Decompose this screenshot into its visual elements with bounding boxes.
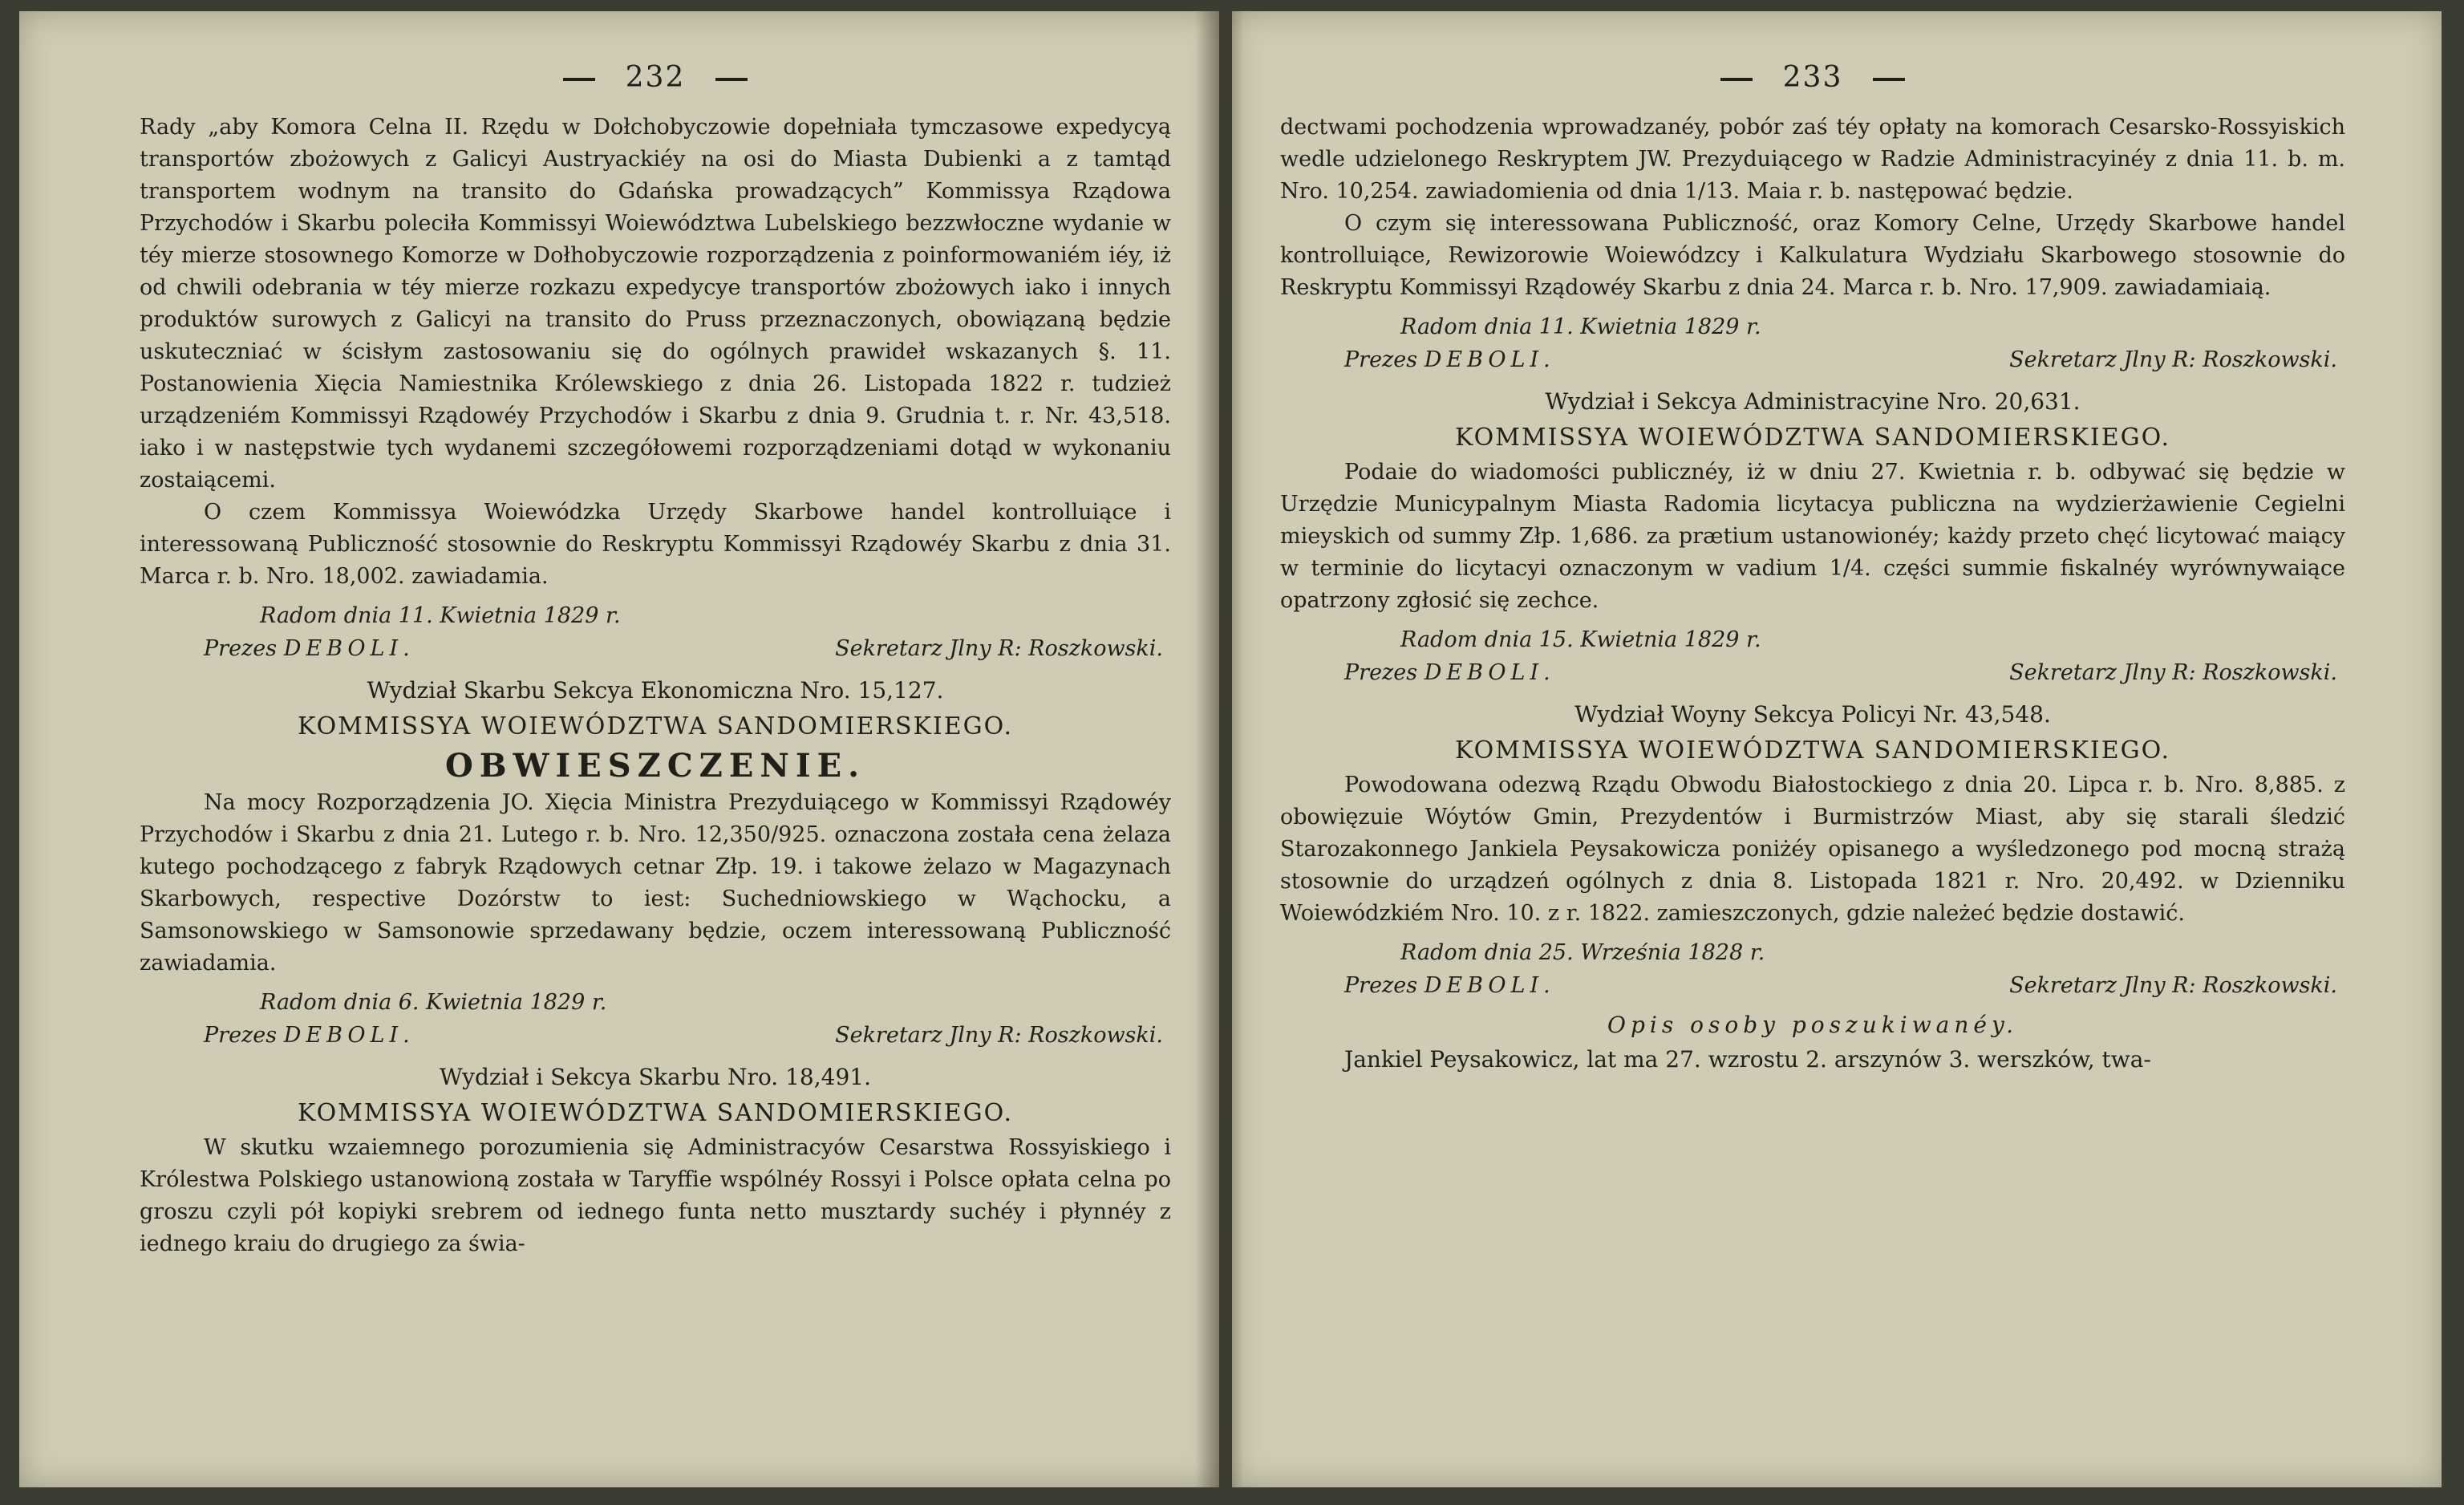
page-number-left (140, 61, 1171, 94)
president-signature (1344, 970, 1555, 1002)
paragraph: O czem Kommissya Woiewódzka Urzędy Skarbowe handel kontrolluiące i interessowaną Publiczność stosownie do Reskryptu Kommissyi Rządowéy Skarbu z dnia 31. Marca r. b. Nro. 18,002. zawiadamia. (140, 500, 1171, 589)
president-signature (204, 1020, 415, 1052)
signature-row (140, 1020, 1171, 1052)
signature-row (1280, 657, 2345, 689)
signature-row (140, 633, 1171, 665)
department-heading: Wydział Woyny Sekcya Policyi Nr. 43,548. (1574, 701, 2051, 728)
paragraph: Jankiel Peysakowicz, lat ma 27. wzrostu 2. arszynów 3. werszków, twa- (1344, 1046, 2151, 1073)
signature-date: Radom dnia 11. Kwietnia 1829 r. (260, 603, 621, 628)
book-gutter (1195, 11, 1243, 1487)
page-number-text: 232 (625, 61, 686, 94)
secretary-signature: Sekretarz Jlny R: Roszkowski. (835, 636, 1163, 661)
signature-date: Radom dnia 15. Kwietnia 1829 r. (1400, 627, 1761, 652)
description-heading: Opis osoby poszukiwanéy. (1607, 1012, 2018, 1038)
right-page (1232, 11, 2442, 1487)
signature-date: Radom dnia 25. Września 1828 r. (1400, 940, 1765, 965)
secretary-signature: Sekretarz Jlny R: Roszkowski. (2009, 973, 2337, 998)
paragraph: Na mocy Rozporządzenia JO. Xięcia Ministra Prezyduiącego w Kommissyi Rządowéy Przychodów i Skarbu z dnia 21. Lutego r. b. Nro. 12,350/925. oznaczona została cena żelaza kutego pochodzącego z fabryk Rządowych cetnar Złp. 19. i takowe żelazo w Magazynach Skarbowych, respective Dozórstw to iest: Suchedniowskiego w Wąchocku, a Samsonowskiego w Samsonowie sprzedawany będzie, oczem interessowaną Publiczność zawiadamia. (140, 790, 1171, 976)
page-number-right (1280, 61, 2345, 94)
paragraph: Podaie do wiadomości publicznéy, iż w dniu 27. Kwietnia r. b. odbywać się będzie w Urzędzie Municypalnym Miasta Radomia licytacya publiczna na wydzierżawienie Cegielni mieyskich od summy Złp. 1,686. za prætium ustanowionéy; każdy przeto chęć licytować maiący w terminie do licytacyi oznaczonym w vadium 1/4. części summie fiskalnéy wyrównywaiące opatrzony zgłosić się zechce. (1280, 460, 2345, 613)
secretary-signature: Sekretarz Jlny R: Roszkowski. (2009, 347, 2337, 372)
president-signature (1344, 657, 1555, 689)
signature-date: Radom dnia 6. Kwietnia 1829 r. (260, 990, 607, 1015)
president-name: DEBOLI. (283, 636, 415, 661)
president-name: DEBOLI. (1424, 660, 1555, 685)
commission-heading: KOMMISSYA WOIEWÓDZTWA SANDOMIERSKIEGO. (297, 712, 1014, 740)
secretary-signature: Sekretarz Jlny R: Roszkowski. (835, 1023, 1163, 1048)
page-number-text: 233 (1782, 61, 1843, 94)
signature-row (1280, 970, 2345, 1002)
paragraph: Rady „aby Komora Celna II. Rzędu w Dołchobyczowie dopełniała tymczasowe expedycyą transportów zbożowych z Galicyi Austryackiéy na osi do Miasta Dubienki a z tamtąd transportem wodnym na transito do Gdańska prowadzących” Kommissya Rządowa Przychodów i Skarbu poleciła Kommissyi Woiewództwa Lubelskiego bezzwłoczne wydanie w téy mierze stosownego Komorze w Dołhobyczowie rozporządzenia z poinformowaniém iéy, iż od chwili odebrania w téy mierze rozkazu expedycye transportów zbożowych iako i innych produktów surowych z Galicyi na transito do Pruss przeznaczonych, obowiązaną będzie uskuteczniać w ścisłym zastosowaniu się do ogólnych prawideł wskazanych §. 11. Postanowienia Xięcia Namiestnika Królewskiego z dnia 26. Listopada 1822 r. tudzież urządzeniém Kommissyi Rządowéy Przychodów i Skarbu z dnia 9. Grudnia t. r. Nr. 43,518. iako i w następstwie tych wydanemi szczegółowemi rozporządzeniami dotąd w wykonaniu zostaiącemi. (140, 115, 1171, 493)
secretary-signature: Sekretarz Jlny R: Roszkowski. (2009, 660, 2337, 685)
president-label: Prezes (1344, 973, 1418, 998)
president-name: DEBOLI. (283, 1023, 415, 1048)
department-heading: Wydział Skarbu Sekcya Ekonomiczna Nro. 15,127. (367, 677, 944, 704)
paragraph: O czym się interessowana Publiczność, oraz Komory Celne, Urzędy Skarbowe handel kontrolluiące, Rewizorowie Woiewódzcy i Kalkulatura Wydziału Skarbowego stosownie do Reskryptu Kommissyi Rządowéy Skarbu z dnia 24. Marca r. b. Nro. 17,909. zawiadamiaią. (1280, 211, 2345, 300)
notice-title: OBWIESZCZENIE. (444, 747, 866, 785)
department-heading: Wydział i Sekcya Skarbu Nro. 18,491. (440, 1064, 871, 1090)
paragraph: W skutku wzaiemnego porozumienia się Administracyów Cesarstwa Rossyiskiego i Królestwa Polskiego ustanowioną została w Taryffie wspólnéy Rossyi i Polsce opłata celna po groszu czyli pół kopiyki srebrem od iednego funta netto musztardy suchéy i płynnéy z iednego kraiu do drugiego za świa- (140, 1135, 1171, 1256)
signature-date: Radom dnia 11. Kwietnia 1829 r. (1400, 314, 1761, 339)
left-page-content (140, 11, 1171, 1487)
president-label: Prezes (204, 1023, 278, 1048)
signature-row (1280, 344, 2345, 376)
president-name: DEBOLI. (1424, 347, 1555, 372)
paragraph: Powodowana odezwą Rządu Obwodu Białostockiego z dnia 20. Lipca r. b. Nro. 8,885. z obowięzuie Wóytów Gmin, Prezydentów i Burmistrzów Miast, aby się starali śledzić Starozakonnego Jankiela Peysakowicza poniżéy opisanego a wyśledzonego pod mocną strażą stosownie do urządzeń ogólnych z dnia 8. Listopada 1821 r. Nro. 20,492. w Dzienniku Woiewódzkiém Nro. 10. z r. 1822. zamieszczonych, gdzie należeć będzie dostawić. (1280, 773, 2345, 926)
president-label: Prezes (1344, 660, 1418, 685)
president-signature (204, 633, 415, 665)
president-label: Prezes (204, 636, 278, 661)
department-heading: Wydział i Sekcya Administracyine Nro. 20,631. (1545, 388, 2081, 415)
commission-heading: KOMMISSYA WOIEWÓDZTWA SANDOMIERSKIEGO. (1454, 736, 2171, 765)
president-name: DEBOLI. (1424, 973, 1555, 998)
paragraph: dectwami pochodzenia wprowadzanéy, pobór zaś téy opłaty na komorach Cesarsko-Rossyiskich wedle udzielonego Reskryptem JW. Prezyduiącego w Radzie Administracyinéy z dnia 11. b. m. Nro. 10,254. zawiadomienia od dnia 1/13. Maia r. b. następować będzie. (1280, 115, 2345, 204)
right-page-content (1280, 11, 2345, 1487)
president-signature (1344, 344, 1555, 376)
commission-heading: KOMMISSYA WOIEWÓDZTWA SANDOMIERSKIEGO. (297, 1099, 1014, 1127)
commission-heading: KOMMISSYA WOIEWÓDZTWA SANDOMIERSKIEGO. (1454, 424, 2171, 452)
left-page (19, 11, 1219, 1487)
president-label: Prezes (1344, 347, 1418, 372)
